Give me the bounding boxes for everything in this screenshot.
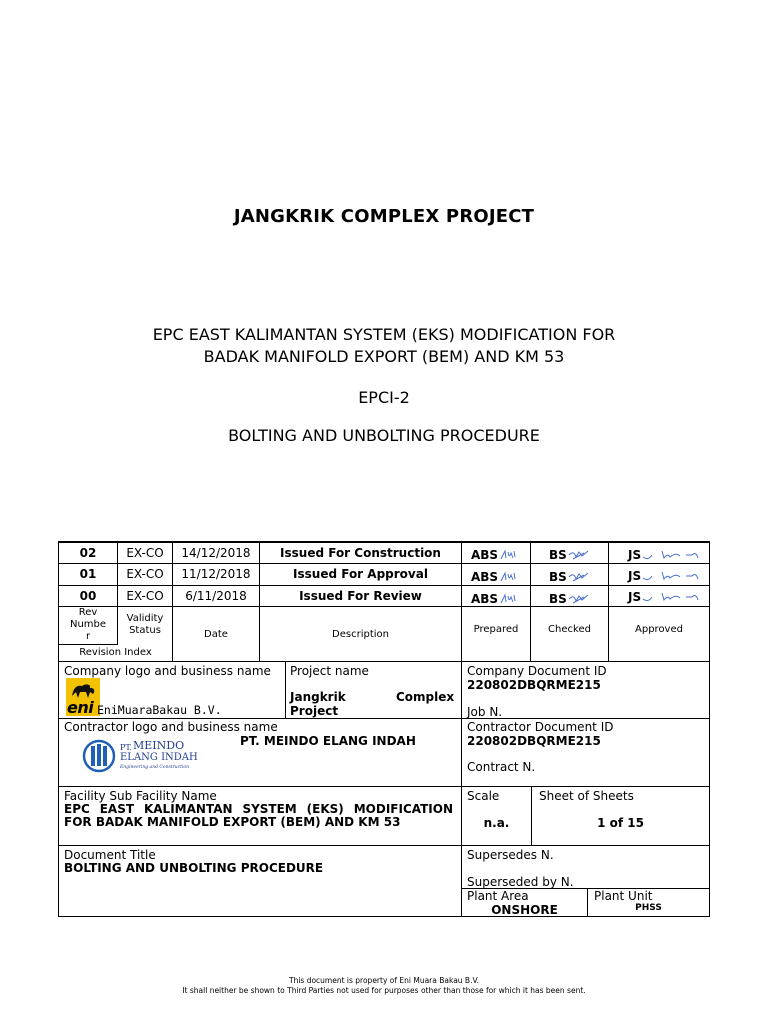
validity-header bbox=[118, 613, 172, 637]
approved-initials: JS bbox=[628, 590, 642, 604]
plant-area-value: ONSHORE bbox=[491, 903, 558, 917]
prepared-initials: ABS bbox=[471, 592, 499, 606]
facility-line1: EPC EAST KALIMANTAN SYSTEM (EKS) MODIFICATION bbox=[64, 802, 453, 816]
sheets-value: 1 of 15 bbox=[597, 816, 644, 830]
prepared-initials: ABS bbox=[471, 548, 499, 562]
checked-initials: BS bbox=[549, 548, 567, 562]
header-text: Rev bbox=[78, 607, 98, 618]
approved-by bbox=[628, 548, 702, 562]
project-title: JANGKRIK COMPLEX PROJECT bbox=[233, 206, 535, 227]
logo-tagline: Engineering and Construction bbox=[120, 765, 190, 770]
signature-icon bbox=[568, 549, 590, 561]
header-text: Numbe bbox=[69, 619, 107, 630]
validity-status: EX-CO bbox=[126, 567, 164, 581]
company-doc-id: 220802DBQRME215 bbox=[467, 678, 601, 692]
footer-property-note: This document is property of Eni Muara Bakau B.V. bbox=[288, 976, 480, 985]
document-title-label: Document Title bbox=[64, 848, 156, 862]
signature-icon bbox=[642, 549, 702, 561]
checked-by bbox=[549, 548, 590, 562]
signature-icon bbox=[642, 591, 702, 603]
contractor-doc-id-label: Contractor Document ID bbox=[467, 720, 614, 734]
plant-area-label: Plant Area bbox=[467, 889, 529, 903]
checked-by bbox=[549, 570, 590, 584]
signature-icon bbox=[568, 593, 590, 605]
supersedes-label: Supersedes N. bbox=[467, 848, 554, 862]
plant-unit-value: PHSS bbox=[635, 903, 662, 913]
footer-confidentiality-note: It shall neither be shown to Third Parties not used for purposes other than those for which it has been sent. bbox=[182, 986, 586, 995]
package-title: EPCI-2 bbox=[358, 388, 410, 407]
superseded-by-label: Superseded by N. bbox=[467, 875, 574, 889]
document-title-value: BOLTING AND UNBOLTING PROCEDURE bbox=[64, 861, 324, 875]
checked-header: Checked bbox=[548, 624, 591, 635]
approved-initials: JS bbox=[628, 548, 642, 562]
epc-title-line1: EPC EAST KALIMANTAN SYSTEM (EKS) MODIFICATION FOR bbox=[152, 325, 616, 344]
meindo-logo-icon bbox=[82, 738, 116, 774]
signature-icon bbox=[499, 549, 521, 561]
rev-number: 00 bbox=[79, 589, 97, 603]
rev-number: 02 bbox=[79, 546, 97, 560]
company-doc-id-label: Company Document ID bbox=[467, 664, 607, 678]
checked-initials: BS bbox=[549, 592, 567, 606]
contractor-logo-label: Contractor logo and business name bbox=[64, 720, 278, 734]
project-name-word2: Complex bbox=[396, 690, 455, 704]
header-text: r bbox=[85, 631, 91, 642]
signature-icon bbox=[499, 593, 521, 605]
project-name-word3: Project bbox=[290, 704, 339, 718]
document-name: BOLTING AND UNBOLTING PROCEDURE bbox=[228, 426, 540, 445]
contractor-name: PT. MEINDO ELANG INDAH bbox=[240, 734, 416, 748]
scale-value: n.a. bbox=[483, 816, 510, 830]
checked-initials: BS bbox=[549, 570, 567, 584]
signature-icon bbox=[499, 571, 521, 583]
epc-title-line2: BADAK MANIFOLD EXPORT (BEM) AND KM 53 bbox=[203, 347, 565, 366]
approved-by bbox=[628, 590, 702, 604]
rev-number-header bbox=[59, 607, 117, 643]
company-name: EniMuaraBakau B.V. bbox=[97, 703, 222, 717]
logo-pt: PT. bbox=[120, 743, 133, 752]
prepared-initials: ABS bbox=[471, 570, 499, 584]
prepared-by bbox=[471, 592, 521, 606]
signature-icon bbox=[568, 571, 590, 583]
header-text: Validity bbox=[126, 613, 164, 624]
meindo-logo bbox=[82, 738, 212, 778]
rev-number: 01 bbox=[79, 567, 97, 581]
contractor-doc-id: 220802DBQRME215 bbox=[467, 734, 601, 748]
prepared-by bbox=[471, 570, 521, 584]
approved-initials: JS bbox=[628, 569, 642, 583]
rev-description: Issued For Approval bbox=[293, 567, 428, 581]
epc-title bbox=[0, 324, 768, 368]
company-logo-label: Company logo and business name bbox=[64, 664, 271, 678]
rev-date: 6/11/2018 bbox=[185, 589, 247, 603]
sheets-label: Sheet of Sheets bbox=[539, 789, 634, 803]
plant-unit-label: Plant Unit bbox=[594, 889, 653, 903]
logo-line2: ELANG INDAH bbox=[120, 752, 198, 763]
facility-line2: FOR BADAK MANIFOLD EXPORT (BEM) AND KM 53 bbox=[64, 815, 401, 829]
prepared-by bbox=[471, 548, 521, 562]
prepared-header: Prepared bbox=[473, 624, 519, 635]
revision-index-label: Revision Index bbox=[79, 647, 152, 658]
approved-by bbox=[628, 569, 702, 583]
checked-by bbox=[549, 592, 590, 606]
project-name-label: Project name bbox=[290, 664, 369, 678]
rev-description: Issued For Review bbox=[299, 589, 422, 603]
validity-status: EX-CO bbox=[126, 589, 164, 603]
job-number-label: Job N. bbox=[467, 705, 503, 719]
validity-status: EX-CO bbox=[126, 546, 164, 560]
header-text: Status bbox=[129, 625, 161, 636]
eni-logo-icon bbox=[66, 678, 100, 716]
approved-header: Approved bbox=[635, 624, 683, 635]
facility-label: Facility Sub Facility Name bbox=[64, 789, 217, 803]
rev-date: 14/12/2018 bbox=[181, 546, 251, 560]
rev-description: Issued For Construction bbox=[280, 546, 441, 560]
date-header: Date bbox=[204, 629, 228, 640]
rev-date: 11/12/2018 bbox=[181, 567, 251, 581]
contract-number-label: Contract N. bbox=[467, 760, 536, 774]
scale-label: Scale bbox=[467, 789, 500, 803]
logo-line1: MEINDO bbox=[133, 739, 185, 752]
project-name-word1: Jangkrik bbox=[290, 690, 346, 704]
eni-logo-text: eni bbox=[67, 698, 94, 717]
description-header: Description bbox=[332, 629, 389, 640]
signature-icon bbox=[642, 570, 702, 582]
